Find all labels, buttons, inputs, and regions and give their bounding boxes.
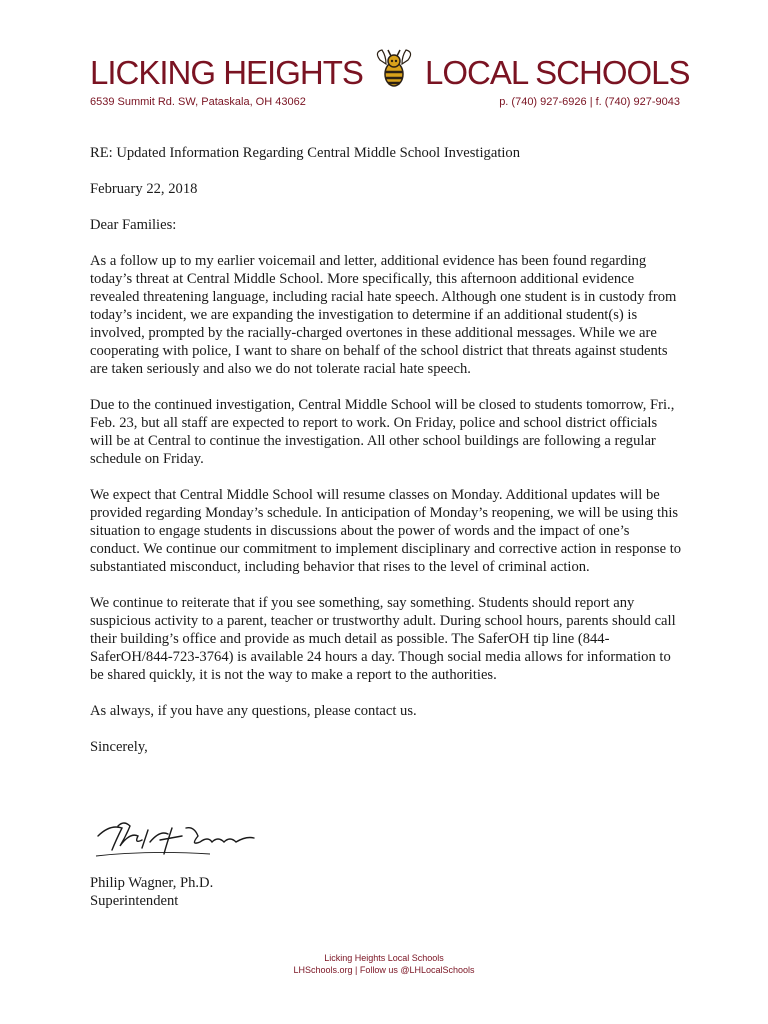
- closing: Sincerely,: [90, 739, 148, 755]
- phone-fax: p. (740) 927-6926 | f. (740) 927-9043: [499, 96, 680, 108]
- re-line: RE: Updated Information Regarding Central Middle School Investigation: [90, 145, 521, 161]
- paragraph: Due to the continued investigation, Central Middle School will be closed to students tomorrow, Fri., Feb. 23, but all staff are expected to report to work. On Friday, police and school district officials will be at Central to continue the investigation. All other school buildings are following a regular schedule on Friday.: [90, 397, 675, 467]
- signer-title: Superintendent: [90, 893, 179, 909]
- hornet-mascot-icon: [372, 48, 416, 92]
- paragraph: As a follow up to my earlier voicemail and letter, additional evidence has been found regarding today’s threat at Central Middle School. More specifically, this afternoon additional evidence revealed threatening language, including racial hate speech. Although one student is in custody from today’s incident, we are expanding the investigation to determine if an additional student(s) is involved, prompted by the racially-charged overtones in these additional messages. While we are cooperating with police, I want to share on behalf of the school district that threats against students are taken seriously and also we do not tolerate racial hate speech.: [90, 253, 677, 377]
- school-name-left: LICKING HEIGHTS: [90, 54, 363, 91]
- signer-name: Philip Wagner, Ph.D.: [90, 875, 214, 891]
- letter-date: February 22, 2018: [90, 181, 198, 197]
- letter-body: [90, 144, 682, 766]
- footer-line-1: Licking Heights Local Schools: [324, 953, 444, 963]
- salutation: Dear Families:: [90, 217, 177, 233]
- address: 6539 Summit Rd. SW, Pataskala, OH 43062: [90, 96, 306, 108]
- paragraph: We expect that Central Middle School will resume classes on Monday. Additional updates will be provided regarding Monday’s schedule. In anticipation of Monday’s reopening, we will be using this situation to engage students in discussions about the power of words and the impact of one’s conduct. We continue our commitment to implement disciplinary and corrective action in response to substantiated misconduct, including behavior that rises to the level of criminal action.: [90, 487, 682, 575]
- letterhead: [90, 44, 690, 124]
- school-name-right: LOCAL SCHOOLS: [425, 54, 690, 91]
- paragraph: We continue to reiterate that if you see something, say something. Students should report any suspicious activity to a parent, teacher or trustworthy adult. During school hours, parents should call their building’s office and provide as much detail as possible. The SaferOH tip line (844-SaferOH/844-723-3764) is available 24 hours a day. Though social media allows for information to be shared quickly, it is not the way to make a report to the authorities.: [90, 595, 676, 683]
- footer-line-2: LHSchools.org | Follow us @LHLocalSchools: [293, 965, 475, 975]
- signer-block: [90, 874, 213, 910]
- footer: [0, 952, 768, 976]
- signature-image: [90, 806, 260, 868]
- paragraph: As always, if you have any questions, please contact us.: [90, 703, 417, 719]
